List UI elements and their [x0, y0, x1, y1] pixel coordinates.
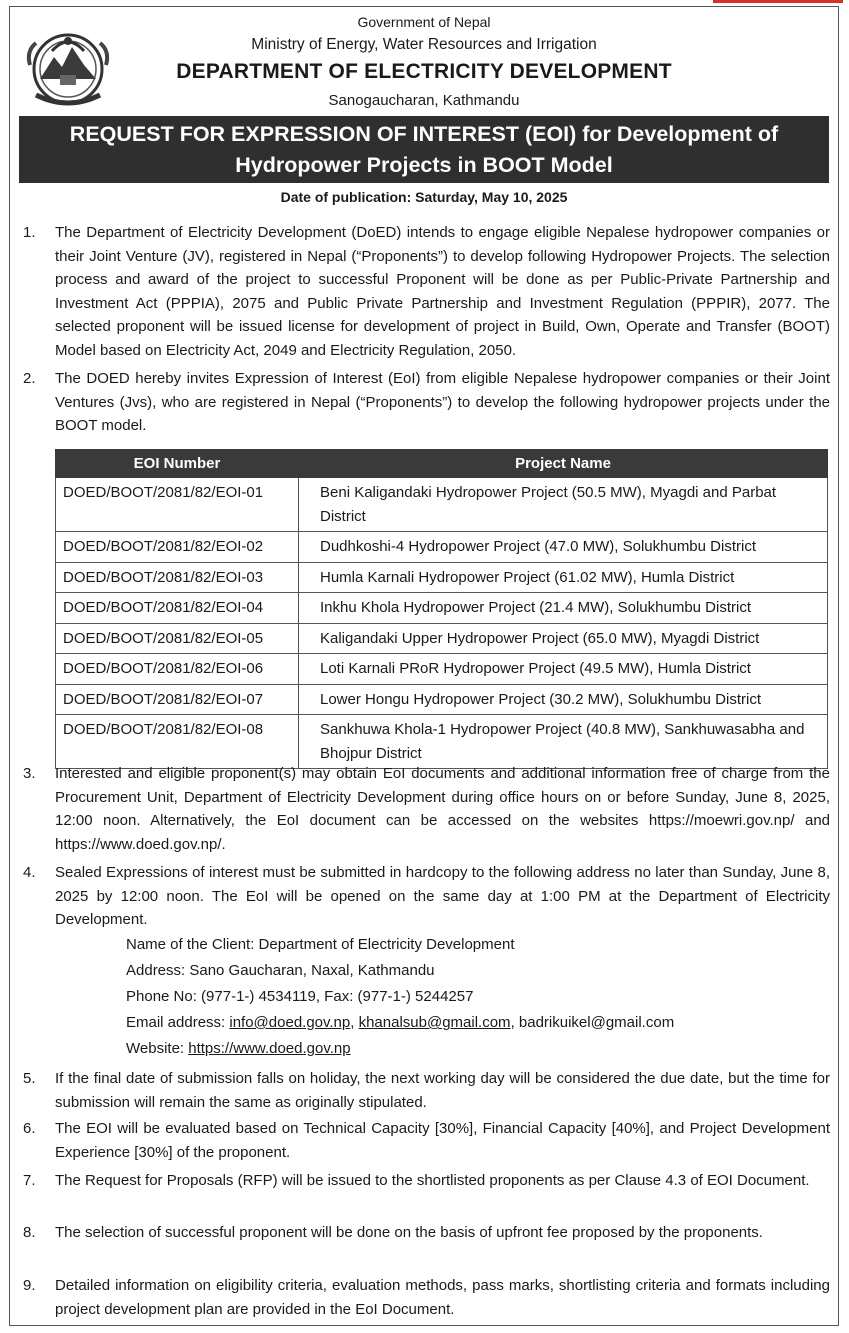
department-address: Sanogaucharan, Kathmandu	[328, 92, 520, 109]
email-separator: ,	[350, 1014, 359, 1031]
clause-number: 8.	[23, 1224, 36, 1241]
column-header-project-name: Project Name	[299, 450, 828, 478]
client-email-line	[126, 1010, 674, 1036]
clause-1	[18, 221, 830, 362]
contact-block	[126, 932, 674, 1062]
clause-text: If the final date of submission falls on holiday, the next working day will be considered the due date, but the time for submission will remain the same as originally stipulated.	[55, 1070, 830, 1111]
eoi-number-cell: DOED/BOOT/2081/82/EOI-05	[56, 623, 299, 654]
project-name-cell: Loti Karnali PRoR Hydropower Project (49.5 MW), Humla District	[299, 654, 828, 685]
corner-red-mark	[713, 0, 843, 3]
clause-number: 9.	[23, 1277, 36, 1294]
eoi-number-cell: DOED/BOOT/2081/82/EOI-04	[56, 593, 299, 624]
email-label: Email address:	[126, 1014, 230, 1031]
clause-4	[18, 861, 830, 932]
clause-text: The Request for Proposals (RFP) will be issued to the shortlisted proponents as per Clause 4.3 of EOI Document.	[55, 1172, 810, 1189]
clause-text: Sealed Expressions of interest must be submitted in hardcopy to the following address no later than Sunday, June 8, 2025 by 12:00 noon. The EoI will be opened on the same day at 1:00 PM at the Department of Electricity Development.	[55, 864, 830, 928]
column-header-eoi-number: EOI Number	[56, 450, 299, 478]
project-name-cell: Humla Karnali Hydropower Project (61.02 MW), Humla District	[299, 562, 828, 593]
email-separator: ,	[510, 1014, 519, 1031]
table-row	[56, 562, 828, 593]
clause-7	[18, 1169, 830, 1193]
table-header-row	[56, 450, 828, 478]
clause-number: 4.	[23, 864, 36, 881]
table-row	[56, 654, 828, 685]
project-name-cell: Dudhkoshi-4 Hydropower Project (47.0 MW), Solukhumbu District	[299, 532, 828, 563]
client-website-line	[126, 1036, 674, 1062]
clause-number: 6.	[23, 1120, 36, 1137]
clause-number: 1.	[23, 224, 36, 241]
project-name-cell: Beni Kaligandaki Hydropower Project (50.5 MW), Myagdi and Parbat District	[299, 478, 828, 532]
clause-number: 3.	[23, 765, 36, 782]
table-row	[56, 532, 828, 563]
clause-9	[18, 1274, 830, 1321]
eoi-number-cell: DOED/BOOT/2081/82/EOI-08	[56, 715, 299, 769]
email-link-2[interactable]: khanalsub@gmail.com	[358, 1014, 511, 1031]
publication-date: Date of publication: Saturday, May 10, 2025	[280, 189, 568, 205]
client-name: Name of the Client: Department of Electricity Development	[126, 936, 515, 953]
header	[10, 7, 838, 115]
website-label: Website:	[126, 1040, 189, 1057]
table-row	[56, 478, 828, 532]
clause-5	[18, 1067, 830, 1114]
table-row	[56, 684, 828, 715]
projects-table	[55, 449, 828, 769]
client-address: Address: Sano Gaucharan, Naxal, Kathmandu	[126, 962, 435, 979]
clause-text: The DOED hereby invites Expression of Interest (EoI) from eligible Nepalese hydropower companies or their Joint Ventures (Jvs), who are registered in Nepal (“Proponents”) to develop the following hydropower projects under the BOOT model.	[55, 370, 830, 434]
eoi-number-cell: DOED/BOOT/2081/82/EOI-06	[56, 654, 299, 685]
website-link[interactable]: https://www.doed.gov.np	[188, 1040, 351, 1057]
clause-text: Detailed information on eligibility criteria, evaluation methods, pass marks, shortlisting criteria and formats including project development plan are provided in the EoI Document.	[55, 1277, 830, 1318]
project-name-cell: Inkhu Khola Hydropower Project (21.4 MW), Solukhumbu District	[299, 593, 828, 624]
clause-8	[18, 1221, 830, 1245]
email-link-1[interactable]: info@doed.gov.np	[229, 1014, 351, 1031]
clause-text: The EOI will be evaluated based on Technical Capacity [30%], Financial Capacity [40%], and Project Development Experience [30%] of the proponent.	[55, 1120, 830, 1161]
project-name-cell: Sankhuwa Khola-1 Hydropower Project (40.8 MW), Sankhuwasabha and Bhojpur District	[299, 715, 828, 769]
table-row	[56, 715, 828, 769]
department-title: DEPARTMENT OF ELECTRICITY DEVELOPMENT	[176, 60, 672, 83]
clause-3	[18, 762, 830, 856]
clause-text: The Department of Electricity Development (DoED) intends to engage eligible Nepalese hydropower companies or their Joint Venture (JV), registered in Nepal (“Proponents”) to develop following Hydropower Projects. The selection process and award of the project to successful Proponent will be done as per Public-Private Partnership and Investment Act (PPPIA), 2075 and Public Private Partnership and Investment Regulation (PPPIR), 2077. The selected proponent will be issued license for development of project in Build, Own, Operate and Transfer (BOOT) Model based on Electricity Act, 2049 and Electricity Regulation, 2050.	[55, 224, 830, 359]
eoi-number-cell: DOED/BOOT/2081/82/EOI-07	[56, 684, 299, 715]
clause-text: The selection of successful proponent will be done on the basis of upfront fee proposed by the proponents.	[55, 1224, 763, 1241]
table-row	[56, 623, 828, 654]
eoi-number-cell: DOED/BOOT/2081/82/EOI-02	[56, 532, 299, 563]
government-title: Government of Nepal	[357, 14, 491, 30]
banner-line-2: Hydropower Projects in BOOT Model	[235, 153, 613, 177]
notice-title-banner	[19, 116, 829, 183]
clause-number: 2.	[23, 370, 36, 387]
eoi-number-cell: DOED/BOOT/2081/82/EOI-03	[56, 562, 299, 593]
table-row	[56, 593, 828, 624]
clause-number: 5.	[23, 1070, 36, 1087]
email-link-3[interactable]: badrikuikel@gmail.com	[518, 1014, 675, 1031]
ministry-title: Ministry of Energy, Water Resources and Irrigation	[251, 36, 597, 53]
client-phone: Phone No: (977-1-) 4534119, Fax: (977-1-) 5244257	[126, 988, 474, 1005]
clause-text: Interested and eligible proponent(s) may obtain EoI documents and additional information free of charge from the Procurement Unit, Department of Electricity Development during office hours on or before Sunday, June 8, 2025, 12:00 noon. Alternatively, the EoI document can be accessed on the websites https://moewri.gov.np/ and https://www.doed.gov.np/.	[55, 765, 830, 853]
project-name-cell: Kaligandaki Upper Hydropower Project (65.0 MW), Myagdi District	[299, 623, 828, 654]
notice-document	[9, 6, 839, 1326]
clause-6	[18, 1117, 830, 1164]
project-name-cell: Lower Hongu Hydropower Project (30.2 MW), Solukhumbu District	[299, 684, 828, 715]
clause-2	[18, 367, 830, 438]
clause-number: 7.	[23, 1172, 36, 1189]
eoi-number-cell: DOED/BOOT/2081/82/EOI-01	[56, 478, 299, 532]
banner-line-1: REQUEST FOR EXPRESSION OF INTEREST (EOI) for Development of	[69, 122, 779, 146]
